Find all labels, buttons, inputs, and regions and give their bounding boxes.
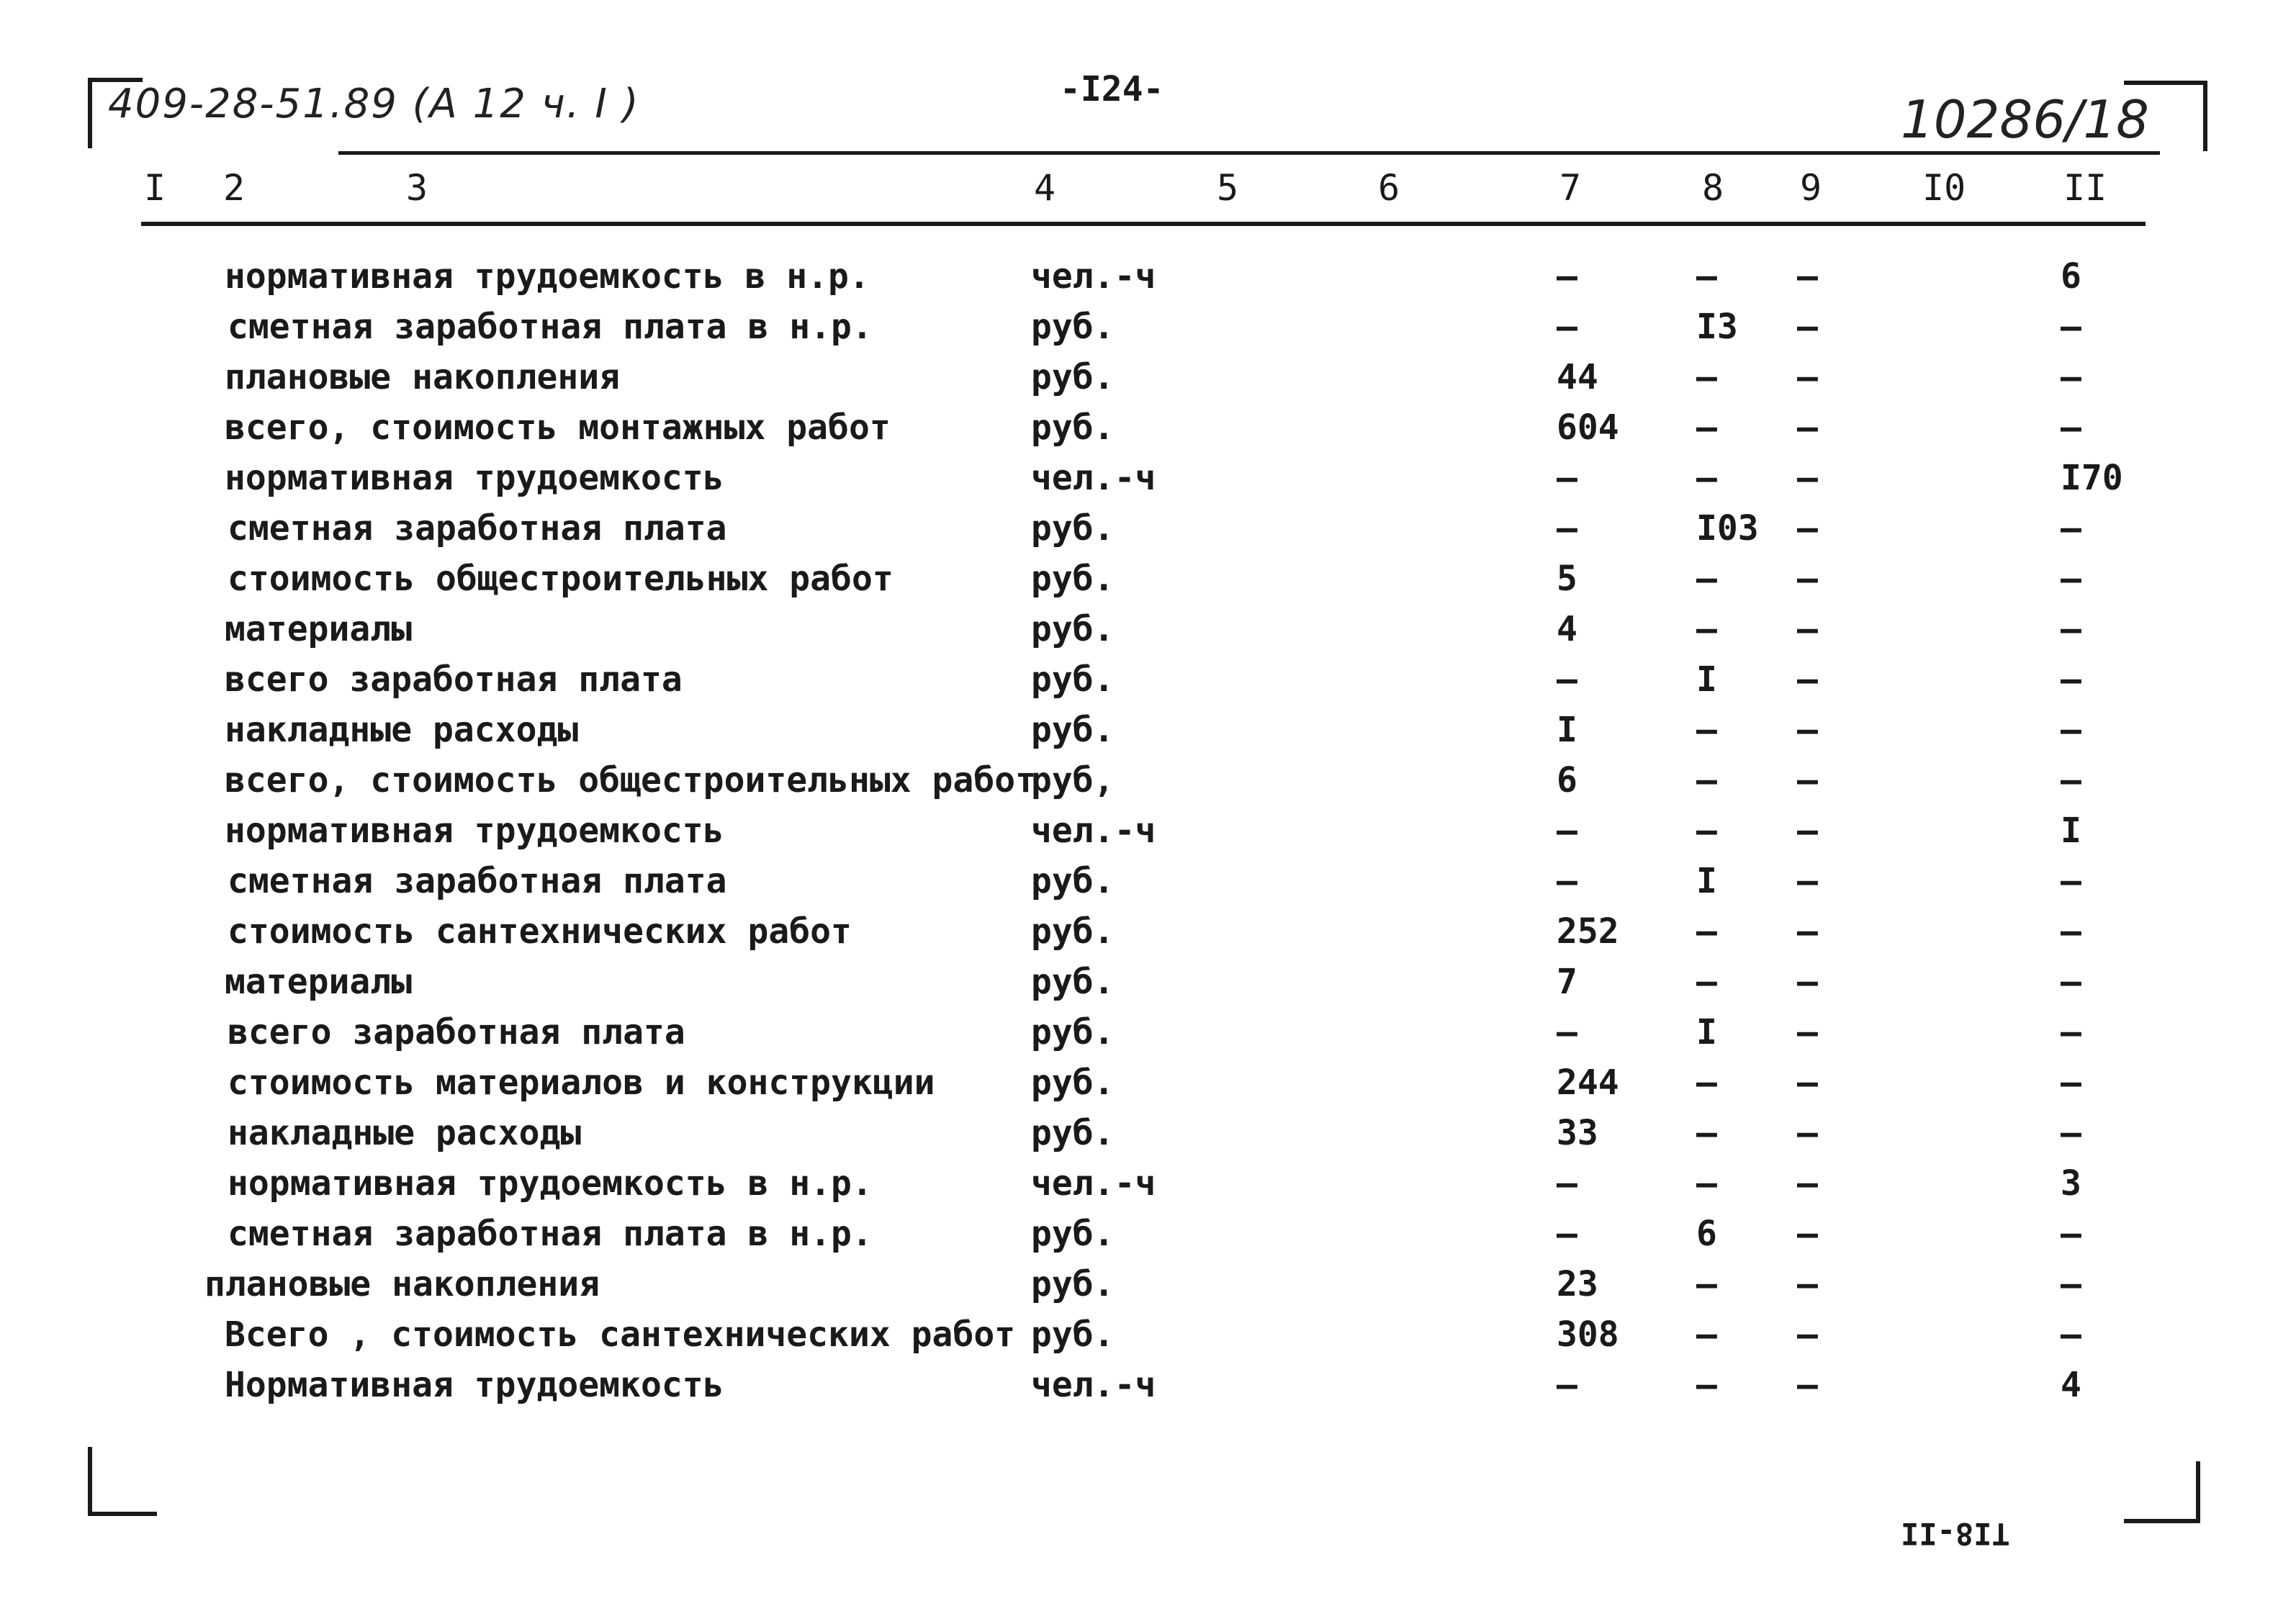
row-col7: 44 xyxy=(1557,357,1598,397)
row-col8: – xyxy=(1696,911,1717,952)
row-name: стоимость материалов и конструкции xyxy=(228,1063,935,1103)
table-row xyxy=(0,357,2278,407)
row-col8: I3 xyxy=(1696,307,1738,347)
row-unit: руб. xyxy=(1031,1063,1115,1103)
row-col11: – xyxy=(2061,911,2081,952)
table-row xyxy=(0,1365,2278,1415)
table-header-rule xyxy=(141,222,2146,226)
row-col8: – xyxy=(1696,458,1717,498)
row-col8: – xyxy=(1696,1063,1717,1103)
row-unit: руб, xyxy=(1031,760,1115,800)
row-col11: – xyxy=(2061,962,2081,1002)
row-unit: руб. xyxy=(1031,357,1115,397)
column-header: 7 xyxy=(1559,167,1582,209)
row-col11: – xyxy=(2061,1214,2081,1254)
row-col11: – xyxy=(2061,1063,2081,1103)
row-col7: – xyxy=(1557,1214,1577,1254)
row-col11: – xyxy=(2061,861,2081,901)
row-col11: – xyxy=(2061,659,2081,700)
row-col9: – xyxy=(1797,559,1818,599)
row-unit: руб. xyxy=(1031,1113,1115,1153)
table-row xyxy=(0,811,2278,861)
row-name: Всего , стоимость сантехнических работ xyxy=(225,1314,1016,1355)
table-row xyxy=(0,861,2278,911)
table-row xyxy=(0,962,2278,1012)
row-col8: I xyxy=(1696,861,1717,901)
column-header: 6 xyxy=(1378,167,1400,209)
row-col11: – xyxy=(2061,710,2081,750)
row-col11: – xyxy=(2061,307,2081,347)
row-col9: – xyxy=(1797,861,1818,901)
row-col9: – xyxy=(1797,1314,1818,1355)
column-header: 3 xyxy=(406,167,428,209)
row-col7: 7 xyxy=(1557,962,1577,1002)
row-name: нормативная трудоемкость в н.р. xyxy=(225,256,870,297)
row-col8: – xyxy=(1696,1113,1717,1153)
row-col9: – xyxy=(1797,811,1818,851)
page-number: -I24- xyxy=(1060,69,1164,109)
row-name: сметная заработная плата в н.р. xyxy=(228,1214,873,1254)
row-col11: – xyxy=(2061,1314,2081,1355)
row-col7: – xyxy=(1557,861,1577,901)
row-name: плановые накопления xyxy=(225,357,621,397)
row-col8: 6 xyxy=(1696,1214,1717,1254)
row-unit: чел.-ч xyxy=(1031,1163,1156,1204)
row-col11: – xyxy=(2061,508,2081,549)
table-row xyxy=(0,1163,2278,1214)
row-unit: руб. xyxy=(1031,609,1115,649)
row-col11: – xyxy=(2061,407,2081,448)
row-col9: – xyxy=(1797,1063,1818,1103)
row-col7: 252 xyxy=(1557,911,1619,952)
row-col11: 4 xyxy=(2061,1365,2081,1405)
row-col11: 6 xyxy=(2061,256,2081,297)
column-header: II xyxy=(2063,167,2107,209)
footer-stamp: TI8-II xyxy=(1901,1516,2010,1551)
row-col7: 4 xyxy=(1557,609,1577,649)
row-col11: I70 xyxy=(2061,458,2123,498)
corner-bracket-bottom-left xyxy=(88,1447,157,1516)
row-name: материалы xyxy=(225,962,413,1002)
row-col7: 23 xyxy=(1557,1264,1598,1304)
row-unit: руб. xyxy=(1031,659,1115,700)
row-name: всего заработная плата xyxy=(225,659,683,700)
row-name: нормативная трудоемкость в н.р. xyxy=(228,1163,873,1204)
row-col11: – xyxy=(2061,1012,2081,1052)
row-col11: – xyxy=(2061,559,2081,599)
row-name: Нормативная трудоемкость xyxy=(225,1365,724,1405)
row-col11: – xyxy=(2061,760,2081,800)
row-unit: чел.-ч xyxy=(1031,1365,1156,1405)
row-col8: – xyxy=(1696,1264,1717,1304)
table-row xyxy=(0,1063,2278,1113)
row-col9: – xyxy=(1797,307,1818,347)
row-col8: – xyxy=(1696,609,1717,649)
row-col9: – xyxy=(1797,760,1818,800)
row-col9: – xyxy=(1797,508,1818,549)
row-name: материалы xyxy=(225,609,413,649)
row-unit: руб. xyxy=(1031,1012,1115,1052)
row-col7: – xyxy=(1557,458,1577,498)
row-col8: – xyxy=(1696,760,1717,800)
column-header: I0 xyxy=(1922,167,1966,209)
row-col9: – xyxy=(1797,1214,1818,1254)
row-unit: руб. xyxy=(1031,1314,1115,1355)
table-row xyxy=(0,710,2278,760)
row-col9: – xyxy=(1797,256,1818,297)
row-col9: – xyxy=(1797,1264,1818,1304)
table-row xyxy=(0,307,2278,357)
row-name: нормативная трудоемкость xyxy=(225,458,724,498)
row-unit: чел.-ч xyxy=(1031,458,1156,498)
table-row xyxy=(0,1314,2278,1365)
row-col7: – xyxy=(1557,256,1577,297)
table-row xyxy=(0,1264,2278,1314)
row-col8: I03 xyxy=(1696,508,1759,549)
row-col9: – xyxy=(1797,710,1818,750)
row-name: нормативная трудоемкость xyxy=(225,811,724,851)
table-row xyxy=(0,609,2278,659)
column-header: 5 xyxy=(1217,167,1239,209)
row-name: стоимость сантехнических работ xyxy=(228,911,852,952)
table-row xyxy=(0,1012,2278,1063)
row-col9: – xyxy=(1797,407,1818,448)
row-col8: – xyxy=(1696,256,1717,297)
row-col7: – xyxy=(1557,307,1577,347)
row-name: сметная заработная плата в н.р. xyxy=(228,307,873,347)
row-col11: 3 xyxy=(2061,1163,2081,1204)
row-col9: – xyxy=(1797,1163,1818,1204)
row-col8: – xyxy=(1696,811,1717,851)
row-col11: – xyxy=(2061,357,2081,397)
table-row xyxy=(0,508,2278,559)
row-unit: чел.-ч xyxy=(1031,256,1156,297)
row-name: накладные расходы xyxy=(225,710,579,750)
row-unit: руб. xyxy=(1031,307,1115,347)
row-col7: 5 xyxy=(1557,559,1577,599)
header-rule xyxy=(338,151,2160,155)
row-unit: руб. xyxy=(1031,1264,1115,1304)
row-col11: – xyxy=(2061,609,2081,649)
row-col9: – xyxy=(1797,659,1818,700)
row-col8: – xyxy=(1696,407,1717,448)
row-col8: – xyxy=(1696,357,1717,397)
row-unit: руб. xyxy=(1031,962,1115,1002)
row-unit: руб. xyxy=(1031,407,1115,448)
row-name: всего, стоимость монтажных работ xyxy=(225,407,891,448)
row-col8: – xyxy=(1696,1365,1717,1405)
archive-number: 10286/18 xyxy=(1901,89,2149,150)
row-col7: 604 xyxy=(1557,407,1619,448)
row-col11: – xyxy=(2061,1264,2081,1304)
row-name: сметная заработная плата xyxy=(228,861,727,901)
column-header: 9 xyxy=(1800,167,1822,209)
row-unit: руб. xyxy=(1031,508,1115,549)
row-name: сметная заработная плата xyxy=(228,508,727,549)
table-row xyxy=(0,911,2278,962)
column-header: I xyxy=(144,167,166,209)
row-col7: – xyxy=(1557,1163,1577,1204)
row-col9: – xyxy=(1797,458,1818,498)
document-code: 409-28-51.89 (A 12 ч. I ) xyxy=(108,81,640,127)
row-col7: – xyxy=(1557,811,1577,851)
table-row xyxy=(0,760,2278,811)
column-header: 8 xyxy=(1702,167,1724,209)
row-col8: I xyxy=(1696,1012,1717,1052)
row-col8: I xyxy=(1696,659,1717,700)
column-header: 4 xyxy=(1034,167,1056,209)
row-name: всего, стоимость общестроительных работ xyxy=(225,760,1037,800)
table-row xyxy=(0,659,2278,710)
column-header: 2 xyxy=(223,167,246,209)
row-col9: – xyxy=(1797,1365,1818,1405)
row-col9: – xyxy=(1797,609,1818,649)
row-unit: руб. xyxy=(1031,559,1115,599)
row-col8: – xyxy=(1696,1163,1717,1204)
row-name: всего заработная плата xyxy=(228,1012,685,1052)
table-row xyxy=(0,256,2278,307)
row-name: плановые накопления xyxy=(204,1264,600,1304)
row-col7: 33 xyxy=(1557,1113,1598,1153)
table-row xyxy=(0,559,2278,609)
row-unit: руб. xyxy=(1031,710,1115,750)
table-row xyxy=(0,1214,2278,1264)
row-unit: руб. xyxy=(1031,1214,1115,1254)
row-col7: 244 xyxy=(1557,1063,1619,1103)
table-row xyxy=(0,458,2278,508)
row-col7: I xyxy=(1557,710,1577,750)
row-col9: – xyxy=(1797,962,1818,1002)
row-col9: – xyxy=(1797,357,1818,397)
row-unit: руб. xyxy=(1031,911,1115,952)
row-col7: – xyxy=(1557,1365,1577,1405)
table-row xyxy=(0,1113,2278,1163)
row-col7: 308 xyxy=(1557,1314,1619,1355)
table-row xyxy=(0,407,2278,458)
row-col11: I xyxy=(2061,811,2081,851)
row-col8: – xyxy=(1696,559,1717,599)
row-unit: чел.-ч xyxy=(1031,811,1156,851)
row-col7: – xyxy=(1557,1012,1577,1052)
row-col8: – xyxy=(1696,710,1717,750)
row-col9: – xyxy=(1797,911,1818,952)
row-unit: руб. xyxy=(1031,861,1115,901)
row-col9: – xyxy=(1797,1113,1818,1153)
row-col9: – xyxy=(1797,1012,1818,1052)
row-col7: – xyxy=(1557,659,1577,700)
corner-bracket-bottom-right xyxy=(2124,1461,2200,1523)
row-col8: – xyxy=(1696,962,1717,1002)
row-col11: – xyxy=(2061,1113,2081,1153)
row-col8: – xyxy=(1696,1314,1717,1355)
row-name: стоимость общестроительных работ xyxy=(228,559,893,599)
row-name: накладные расходы xyxy=(228,1113,582,1153)
row-col7: – xyxy=(1557,508,1577,549)
row-col7: 6 xyxy=(1557,760,1577,800)
